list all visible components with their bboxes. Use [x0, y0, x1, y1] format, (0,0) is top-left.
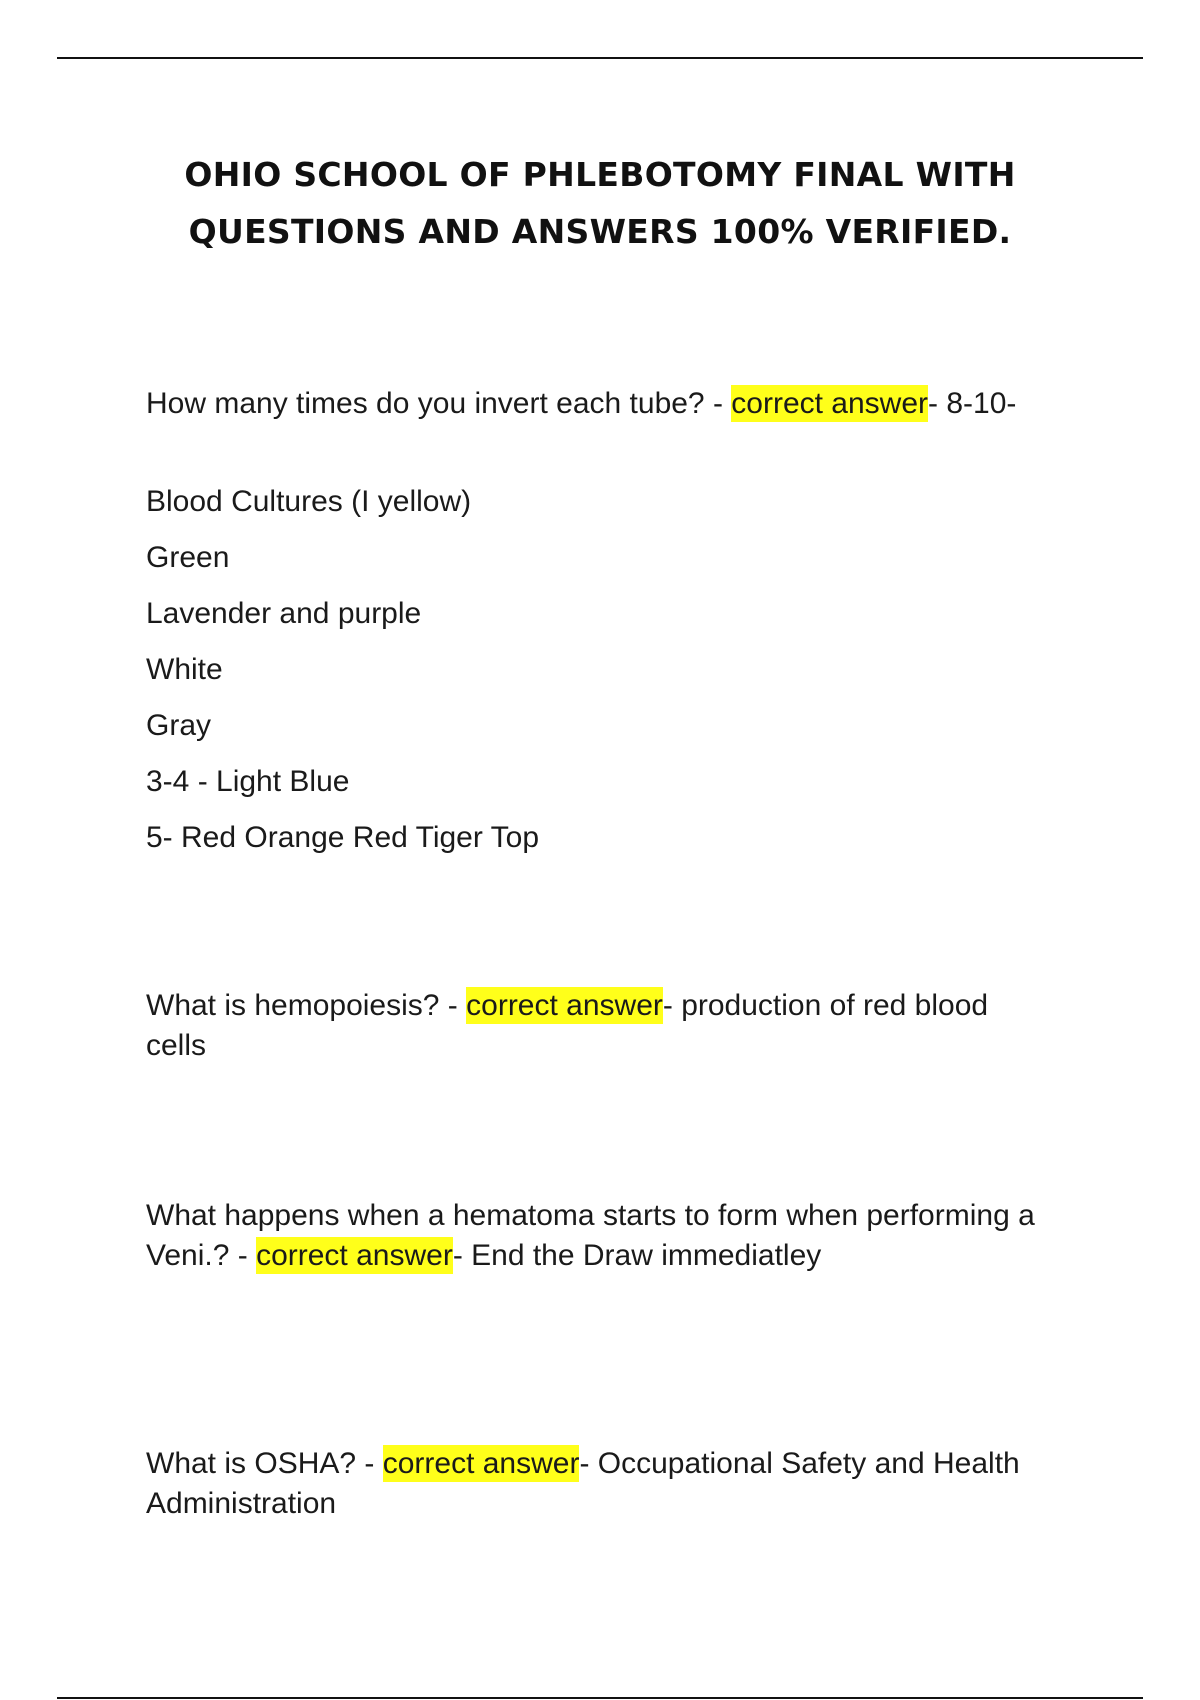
- list-item: Blood Cultures (I yellow): [146, 485, 472, 518]
- list-item: Green: [146, 541, 230, 574]
- list-item: Gray: [146, 709, 212, 742]
- correct-answer-highlight: correct answer: [256, 1239, 453, 1272]
- title-line-1: OHIO SCHOOL OF PHLEBOTOMY FINAL WITH: [184, 155, 1016, 194]
- question-text: What is hemopoiesis? -: [146, 989, 467, 1022]
- question-text: What is OSHA? -: [146, 1447, 383, 1480]
- question-text: How many times do you invert each tube? -: [146, 387, 732, 420]
- list-item: 3-4 - Light Blue: [146, 765, 350, 798]
- answer-text: - production of red blood cells: [146, 989, 989, 1062]
- qa-item-4: [146, 1444, 1056, 1524]
- qa-item-1: [146, 384, 1056, 424]
- bottom-divider: [57, 1697, 1143, 1699]
- correct-answer-highlight: correct answer: [731, 387, 929, 420]
- qa-item-3: [146, 1196, 1056, 1276]
- tube-order-list: [146, 482, 1046, 874]
- correct-answer-highlight: correct answer: [466, 989, 663, 1022]
- list-item: Lavender and purple: [146, 597, 422, 630]
- title-line-2: QUESTIONS AND ANSWERS 100% VERIFIED.: [188, 212, 1012, 251]
- document-title: [100, 146, 1100, 260]
- answer-text: - End the Draw immediatley: [452, 1239, 822, 1272]
- top-divider: [57, 57, 1143, 59]
- list-item: White: [146, 653, 223, 686]
- list-item: 5- Red Orange Red Tiger Top: [146, 821, 540, 854]
- correct-answer-highlight: correct answer: [382, 1447, 580, 1480]
- answer-text: - 8-10-: [928, 387, 1017, 420]
- question-text: What happens when a hematoma starts to form when performing a Veni.? -: [146, 1199, 1035, 1272]
- qa-item-2: [146, 986, 1056, 1066]
- answer-text: - Occupational Safety and Health Administration: [146, 1447, 1020, 1520]
